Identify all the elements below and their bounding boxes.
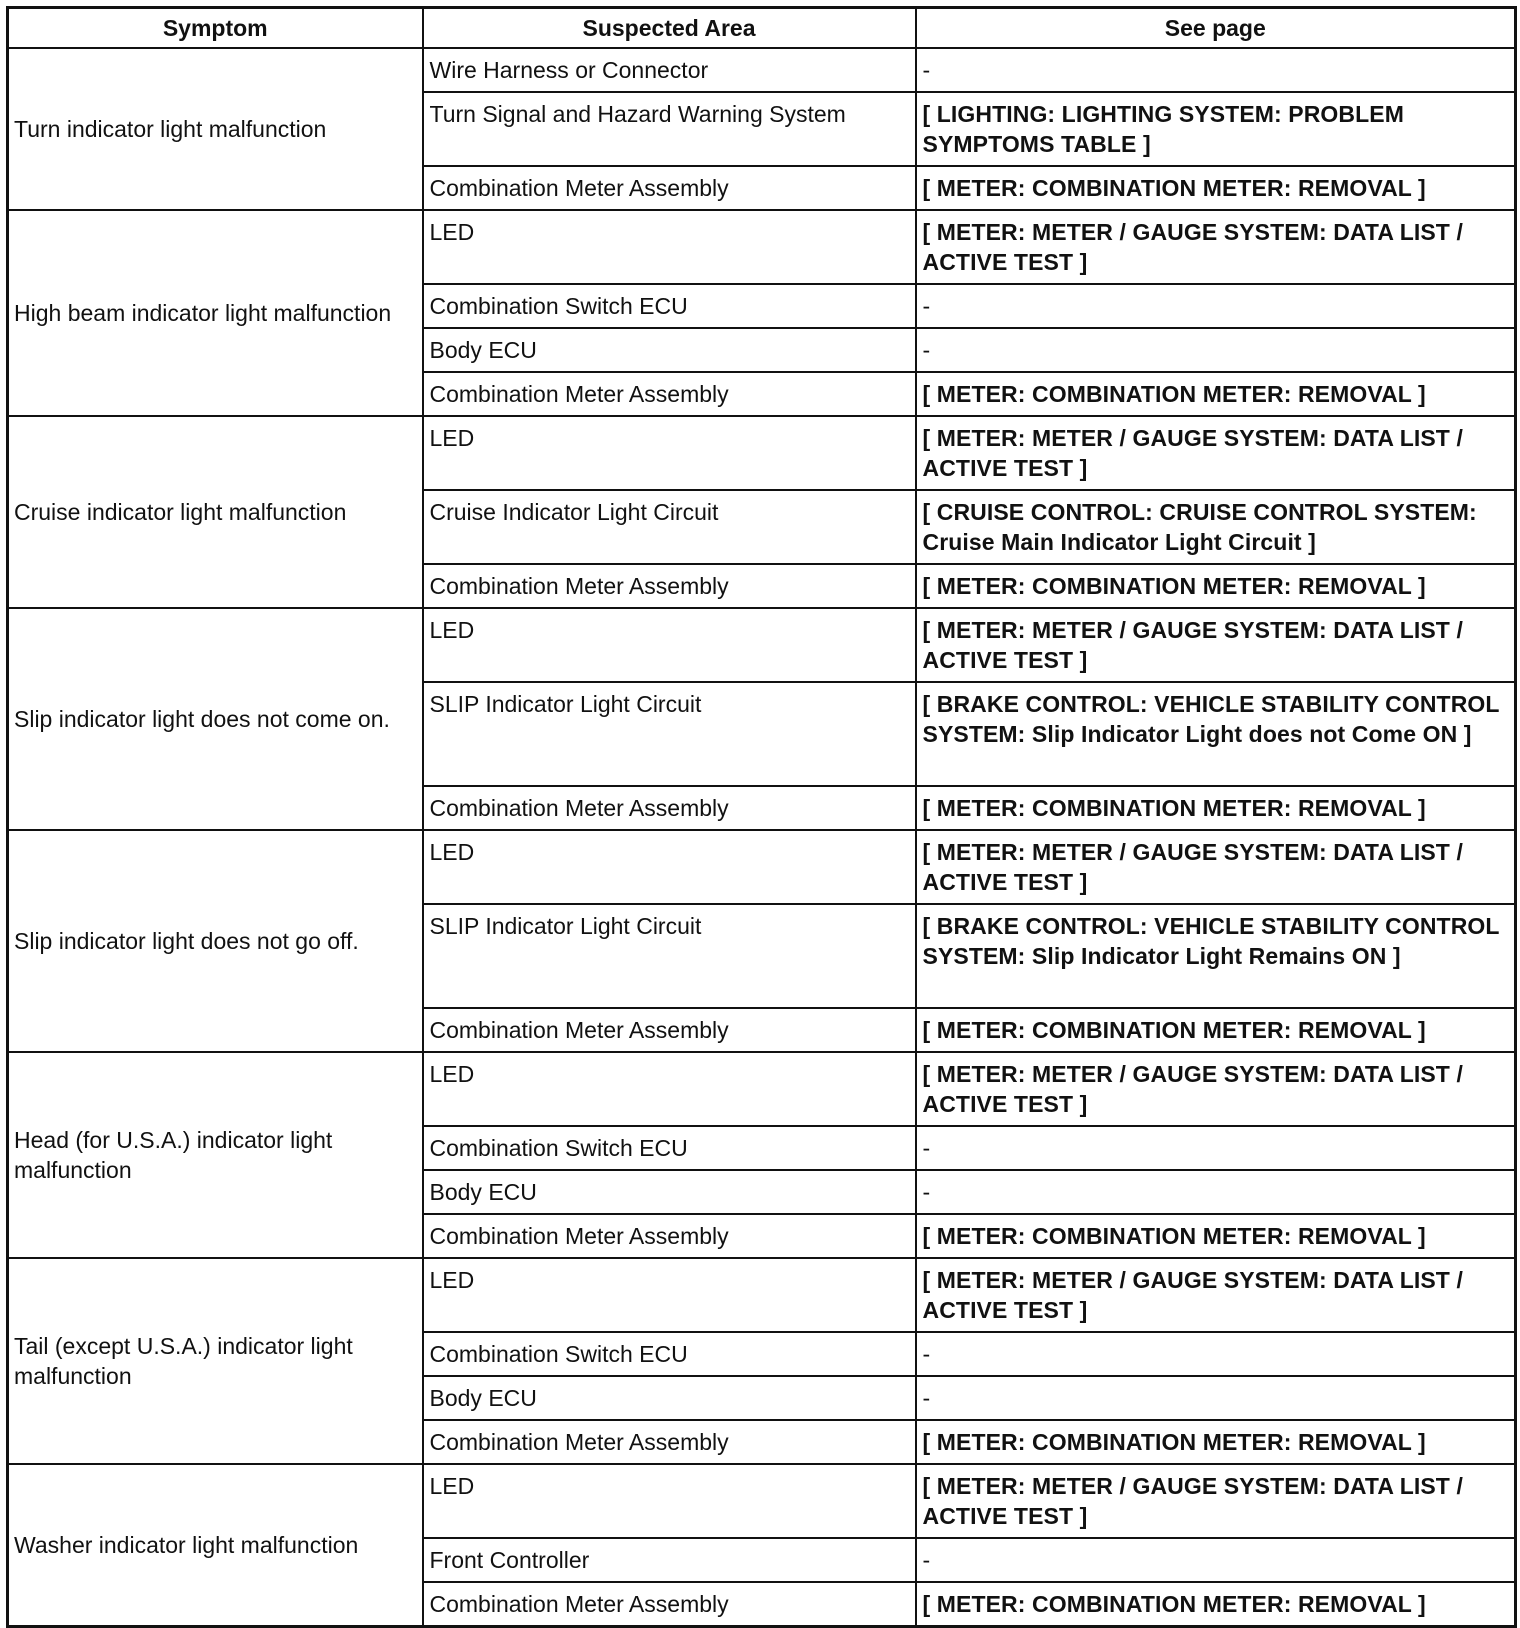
see-page-empty-cell: - xyxy=(916,1332,1516,1376)
header-symptom: Symptom xyxy=(8,8,423,49)
see-page-reference-cell: [ METER: COMBINATION METER: REMOVAL ] xyxy=(916,786,1516,830)
see-page-reference-cell: [ METER: COMBINATION METER: REMOVAL ] xyxy=(916,166,1516,210)
suspected-area-cell: Cruise Indicator Light Circuit xyxy=(423,490,916,564)
table-row xyxy=(8,1052,1516,1126)
see-page-reference-cell: [ METER: METER / GAUGE SYSTEM: DATA LIST / ACTIVE TEST ] xyxy=(916,1464,1516,1538)
see-page-reference-cell: [ METER: METER / GAUGE SYSTEM: DATA LIST / ACTIVE TEST ] xyxy=(916,210,1516,284)
suspected-area-cell: SLIP Indicator Light Circuit xyxy=(423,904,916,1008)
symptom-cell: High beam indicator light malfunction xyxy=(8,210,423,416)
see-page-reference-cell: [ BRAKE CONTROL: VEHICLE STABILITY CONTROL SYSTEM: Slip Indicator Light does not Come ON ] xyxy=(916,682,1516,786)
symptom-cell: Turn indicator light malfunction xyxy=(8,48,423,210)
table-row xyxy=(8,1258,1516,1332)
see-page-reference-cell: [ METER: METER / GAUGE SYSTEM: DATA LIST / ACTIVE TEST ] xyxy=(916,1052,1516,1126)
suspected-area-cell: Wire Harness or Connector xyxy=(423,48,916,92)
suspected-area-cell: Combination Meter Assembly xyxy=(423,564,916,608)
see-page-empty-cell: - xyxy=(916,1376,1516,1420)
see-page-empty-cell: - xyxy=(916,1538,1516,1582)
see-page-reference-cell: [ METER: COMBINATION METER: REMOVAL ] xyxy=(916,1008,1516,1052)
suspected-area-cell: SLIP Indicator Light Circuit xyxy=(423,682,916,786)
table-row xyxy=(8,830,1516,904)
suspected-area-cell: LED xyxy=(423,210,916,284)
see-page-reference-cell: [ METER: COMBINATION METER: REMOVAL ] xyxy=(916,1214,1516,1258)
suspected-area-cell: Combination Meter Assembly xyxy=(423,166,916,210)
see-page-empty-cell: - xyxy=(916,284,1516,328)
see-page-reference-cell: [ METER: COMBINATION METER: REMOVAL ] xyxy=(916,564,1516,608)
see-page-reference-cell: [ METER: COMBINATION METER: REMOVAL ] xyxy=(916,1582,1516,1627)
see-page-empty-cell: - xyxy=(916,1126,1516,1170)
header-see-page: See page xyxy=(916,8,1516,49)
suspected-area-cell: Front Controller xyxy=(423,1538,916,1582)
see-page-reference-cell: [ BRAKE CONTROL: VEHICLE STABILITY CONTROL SYSTEM: Slip Indicator Light Remains ON ] xyxy=(916,904,1516,1008)
suspected-area-cell: Combination Meter Assembly xyxy=(423,1582,916,1627)
see-page-empty-cell: - xyxy=(916,1170,1516,1214)
suspected-area-cell: LED xyxy=(423,830,916,904)
table-row xyxy=(8,210,1516,284)
suspected-area-cell: Combination Meter Assembly xyxy=(423,1008,916,1052)
symptom-cell: Slip indicator light does not come on. xyxy=(8,608,423,830)
suspected-area-cell: LED xyxy=(423,1258,916,1332)
see-page-reference-cell: [ LIGHTING: LIGHTING SYSTEM: PROBLEM SYMPTOMS TABLE ] xyxy=(916,92,1516,166)
symptom-cell: Head (for U.S.A.) indicator light malfunction xyxy=(8,1052,423,1258)
suspected-area-cell: Body ECU xyxy=(423,328,916,372)
suspected-area-cell: LED xyxy=(423,608,916,682)
see-page-reference-cell: [ METER: METER / GAUGE SYSTEM: DATA LIST / ACTIVE TEST ] xyxy=(916,1258,1516,1332)
suspected-area-cell: Combination Switch ECU xyxy=(423,1126,916,1170)
suspected-area-cell: LED xyxy=(423,1052,916,1126)
header-row xyxy=(8,8,1516,49)
suspected-area-cell: Body ECU xyxy=(423,1170,916,1214)
see-page-reference-cell: [ METER: METER / GAUGE SYSTEM: DATA LIST / ACTIVE TEST ] xyxy=(916,830,1516,904)
table-row xyxy=(8,608,1516,682)
header-suspected-area: Suspected Area xyxy=(423,8,916,49)
symptom-cell: Washer indicator light malfunction xyxy=(8,1464,423,1627)
symptom-cell: Cruise indicator light malfunction xyxy=(8,416,423,608)
see-page-empty-cell: - xyxy=(916,328,1516,372)
suspected-area-cell: Combination Meter Assembly xyxy=(423,1420,916,1464)
see-page-reference-cell: [ METER: COMBINATION METER: REMOVAL ] xyxy=(916,1420,1516,1464)
suspected-area-cell: Turn Signal and Hazard Warning System xyxy=(423,92,916,166)
see-page-reference-cell: [ CRUISE CONTROL: CRUISE CONTROL SYSTEM: Cruise Main Indicator Light Circuit ] xyxy=(916,490,1516,564)
suspected-area-cell: LED xyxy=(423,1464,916,1538)
table-row xyxy=(8,48,1516,92)
problem-symptoms-table xyxy=(6,6,1517,1628)
symptom-cell: Tail (except U.S.A.) indicator light malfunction xyxy=(8,1258,423,1464)
suspected-area-cell: Combination Switch ECU xyxy=(423,284,916,328)
table-body xyxy=(8,48,1516,1627)
table-row xyxy=(8,1464,1516,1538)
document xyxy=(6,6,1514,1628)
suspected-area-cell: Combination Meter Assembly xyxy=(423,786,916,830)
suspected-area-cell: Body ECU xyxy=(423,1376,916,1420)
see-page-reference-cell: [ METER: METER / GAUGE SYSTEM: DATA LIST / ACTIVE TEST ] xyxy=(916,608,1516,682)
see-page-reference-cell: [ METER: COMBINATION METER: REMOVAL ] xyxy=(916,372,1516,416)
symptom-cell: Slip indicator light does not go off. xyxy=(8,830,423,1052)
see-page-reference-cell: [ METER: METER / GAUGE SYSTEM: DATA LIST / ACTIVE TEST ] xyxy=(916,416,1516,490)
see-page-empty-cell: - xyxy=(916,48,1516,92)
suspected-area-cell: LED xyxy=(423,416,916,490)
table-row xyxy=(8,416,1516,490)
suspected-area-cell: Combination Meter Assembly xyxy=(423,1214,916,1258)
suspected-area-cell: Combination Switch ECU xyxy=(423,1332,916,1376)
suspected-area-cell: Combination Meter Assembly xyxy=(423,372,916,416)
